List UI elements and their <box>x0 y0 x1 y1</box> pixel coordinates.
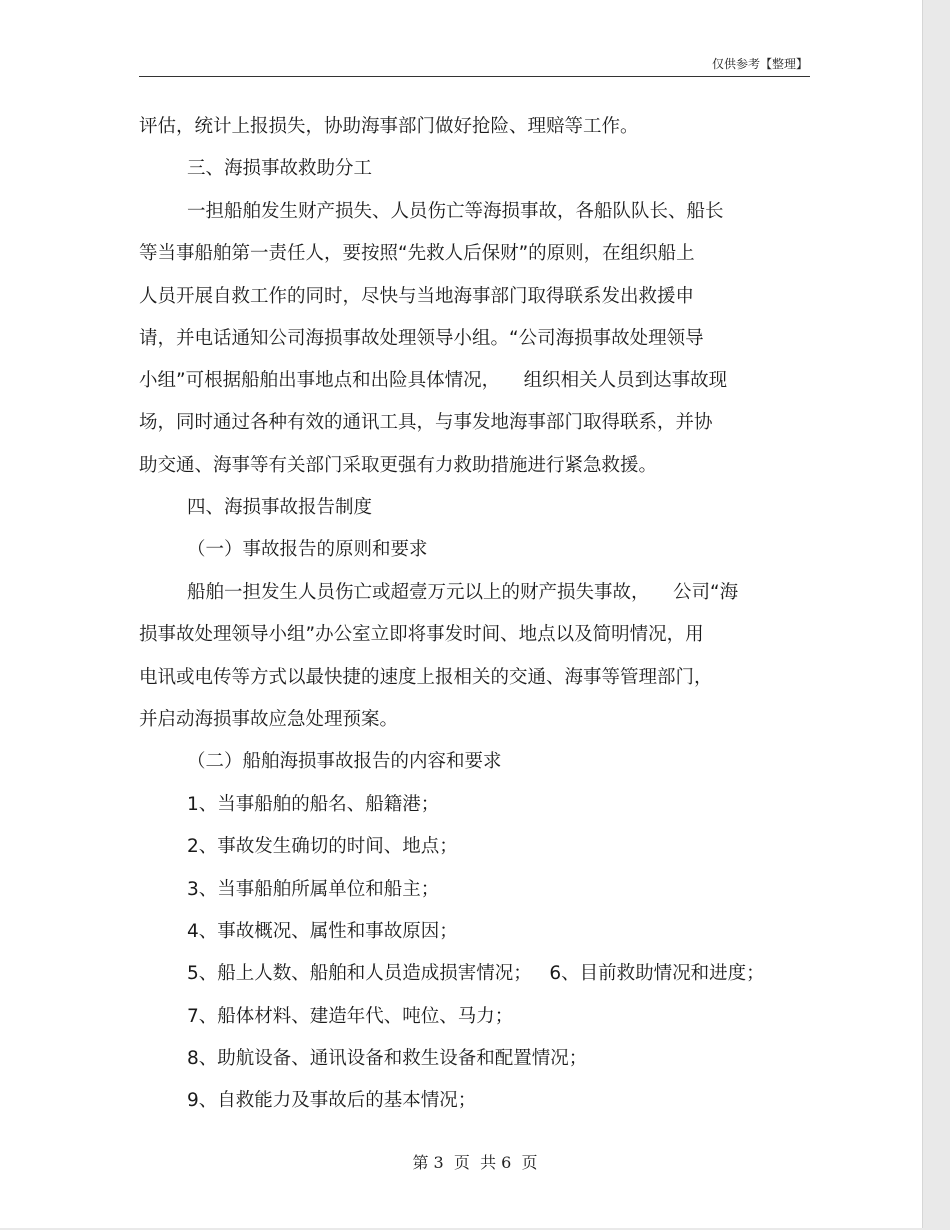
body-line: 一担船舶发生财产损失、人员伤亡等海损事故，各船队队长、船长 <box>187 201 724 222</box>
body-line: 小组”可根据船舶出事地点和出险具体情况， 组织相关人员到达事故现 <box>139 370 728 391</box>
list-item: 2、事故发生确切的时间、地点； <box>187 836 458 857</box>
list-item: 3、当事船舶所属单位和船主； <box>187 879 440 900</box>
body-line: 电讯或电传等方式以最快捷的速度上报相关的交通、海事等管理部门， <box>139 667 713 688</box>
body-line: 等当事船舶第一责任人，要按照“先救人后保财”的原则，在组织船上 <box>139 243 695 264</box>
body-line: 请，并电话通知公司海损事故处理领导小组。“公司海损事故处理领导 <box>139 328 704 349</box>
header-rule <box>139 76 810 77</box>
list-item: 8、助航设备、通讯设备和救生设备和配置情况； <box>187 1048 588 1069</box>
body-line: 场，同时通过各种有效的通讯工具，与事发地海事部门取得联系，并协 <box>139 412 713 433</box>
body-line: 船舶一担发生人员伤亡或超壹万元以上的财产损失事故， 公司“海 <box>187 582 739 603</box>
body-line: 评估，统计上报损失，协助海事部门做好抢险、理赔等工作。 <box>139 116 639 137</box>
list-item: 9、自救能力及事故后的基本情况； <box>187 1090 477 1111</box>
subsection-heading: （二）船舶海损事故报告的内容和要求 <box>187 751 502 772</box>
page-header: 仅供参考【整理】 <box>711 57 808 71</box>
body-line: 助交通、海事等有关部门采取更强有力救助措施进行紧急救援。 <box>139 455 658 476</box>
list-item: 1、当事船舶的船名、船籍港； <box>187 794 440 815</box>
body-line: 人员开展自救工作的同时，尽快与当地海事部门取得联系发出救援申 <box>139 286 695 307</box>
page-footer: 第 3 页 共 6 页 <box>412 1153 538 1172</box>
body-line: 损事故处理领导小组”办公室立即将事发时间、地点以及简明情况，用 <box>139 624 704 645</box>
list-item: 7、船体材料、建造年代、吨位、马力； <box>187 1006 514 1027</box>
list-item: 4、事故概况、属性和事故原因； <box>187 921 458 942</box>
section-heading: 四、海损事故报告制度 <box>187 497 373 518</box>
subsection-heading: （一）事故报告的原则和要求 <box>187 539 428 560</box>
body-line: 并启动海损事故应急处理预案。 <box>139 709 399 730</box>
section-heading: 三、海损事故救助分工 <box>187 158 373 179</box>
list-item: 5、船上人数、船舶和人员造成损害情况； 6、目前救助情况和进度； <box>187 963 765 984</box>
